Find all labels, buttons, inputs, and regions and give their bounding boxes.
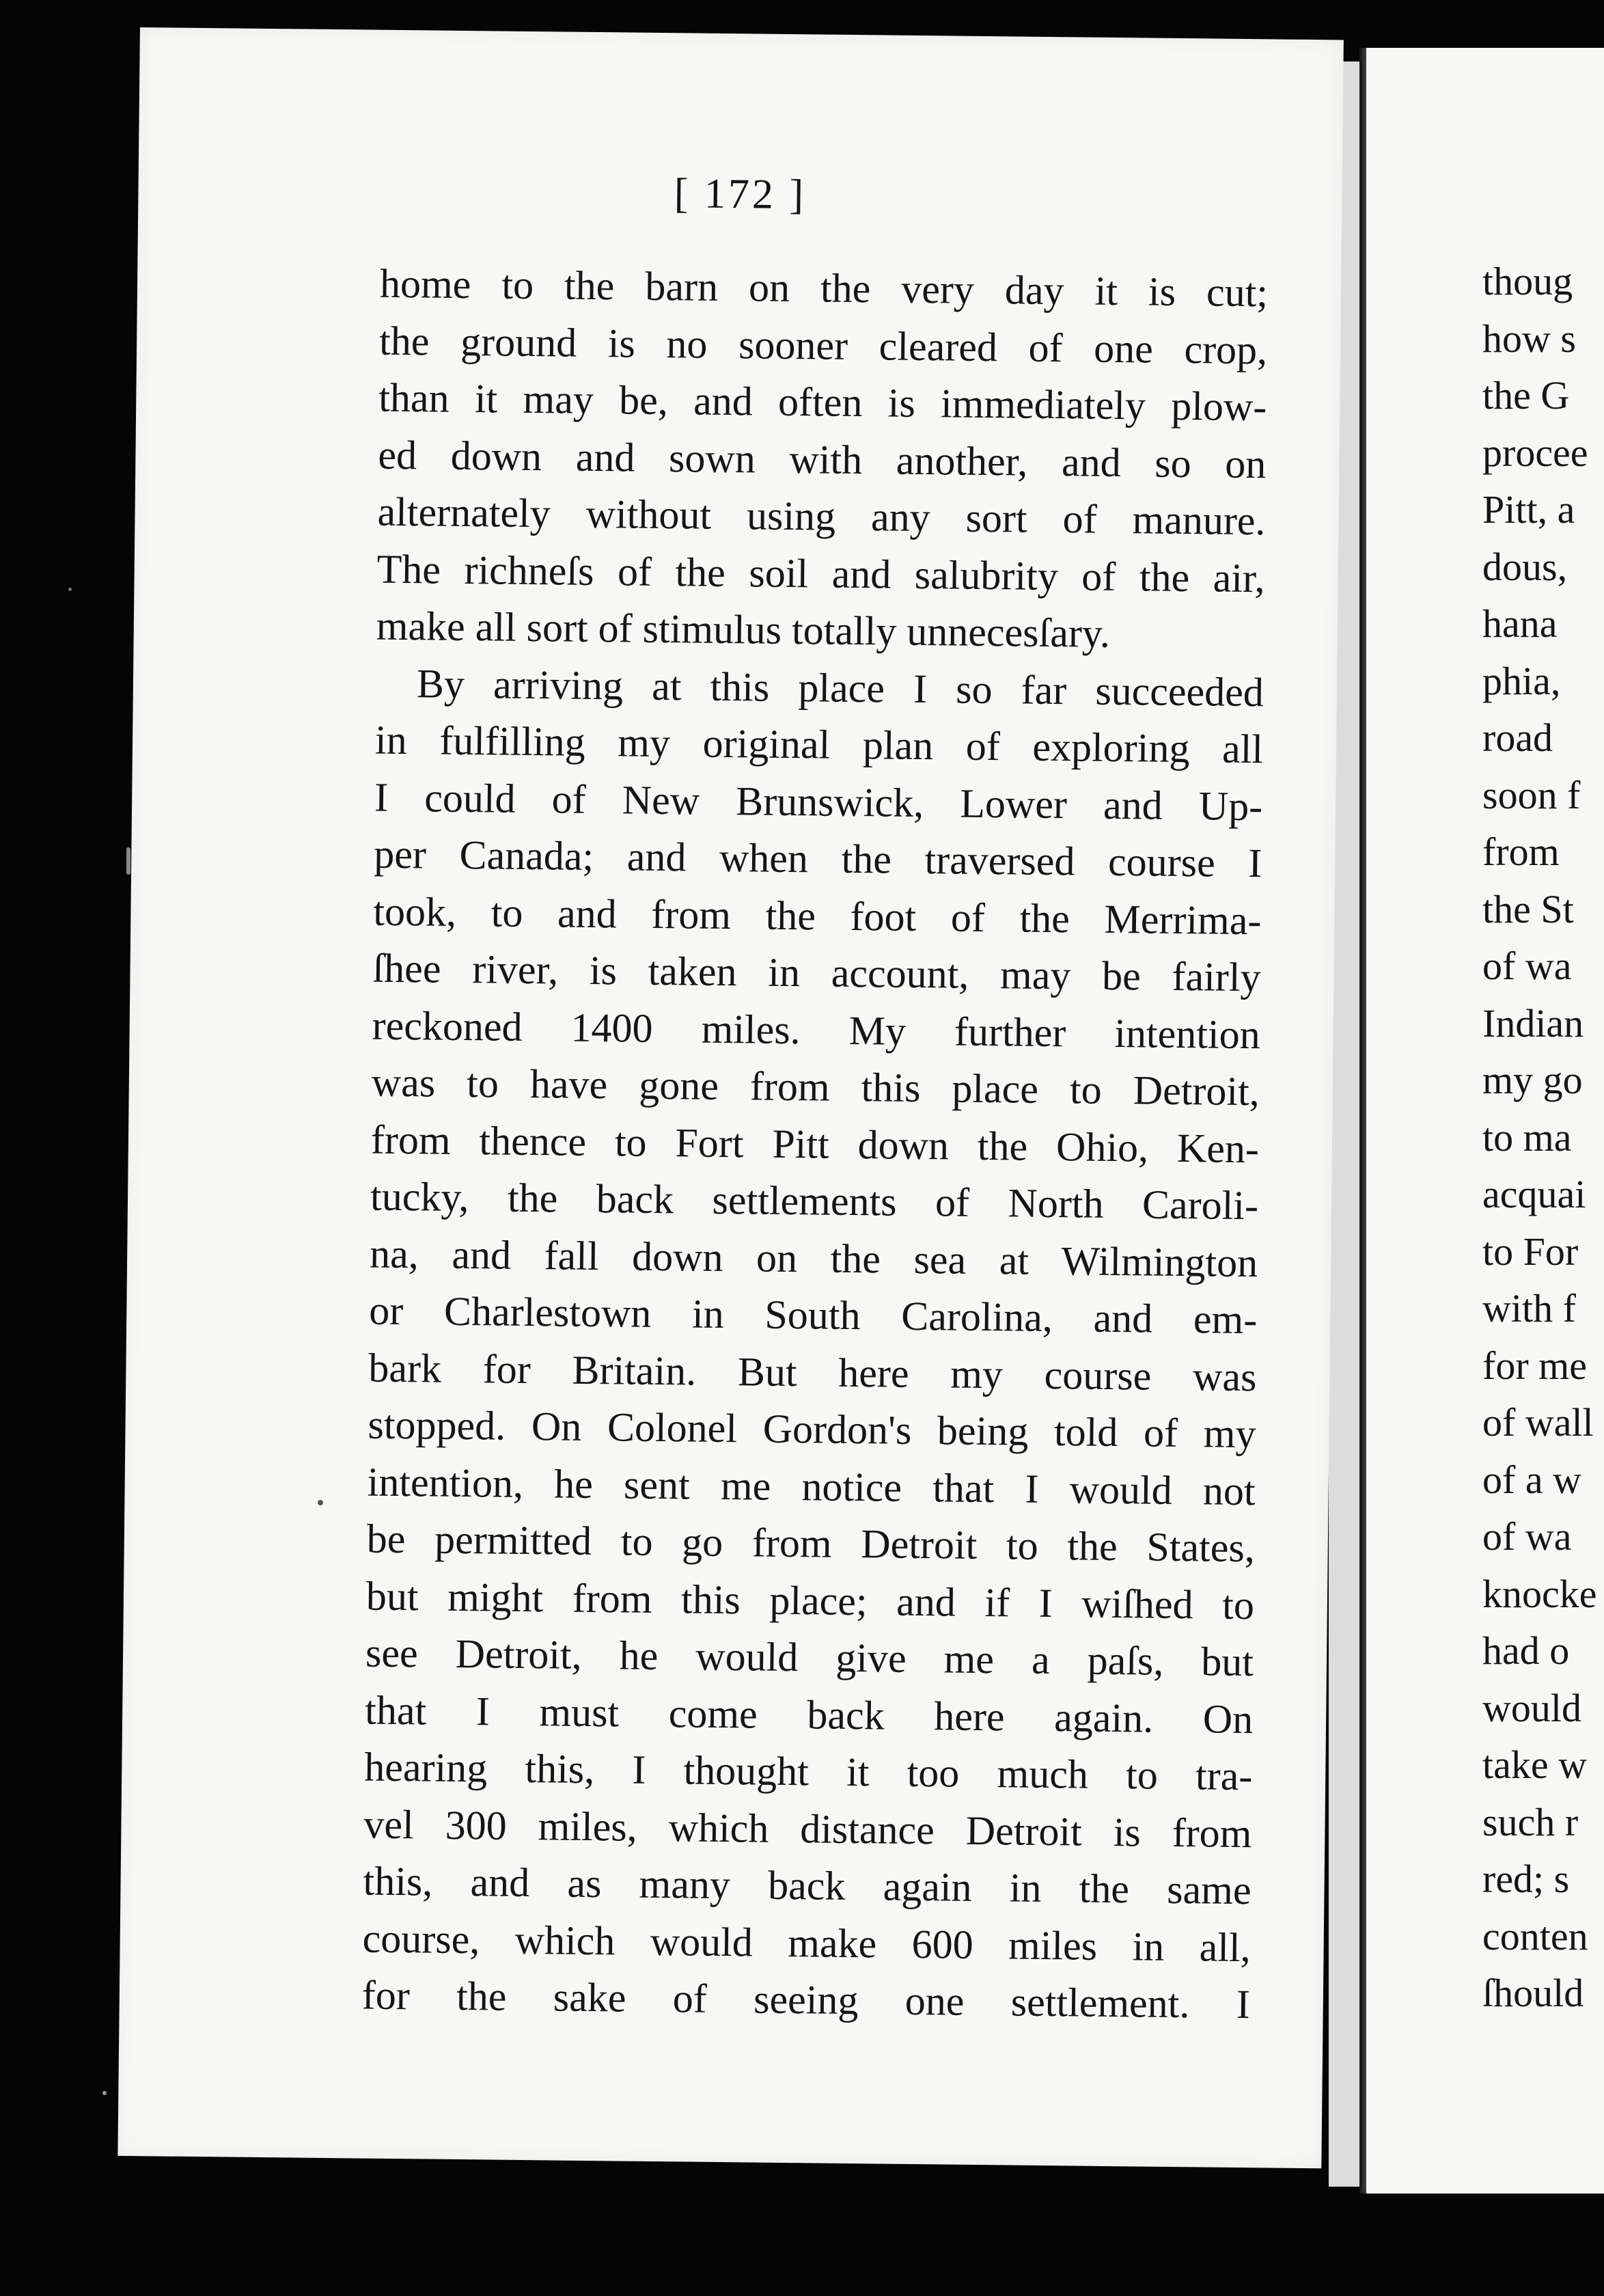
text-line: than it may be, and often is immediately plow- bbox=[378, 374, 1267, 430]
text-line: took, to and from the foot of the Merrima- bbox=[373, 888, 1262, 943]
text-line: ed down and sown with another, and so on bbox=[378, 432, 1267, 487]
text-line: na, and fall down on the sea at Wilmington bbox=[369, 1231, 1258, 1285]
text-line: how s bbox=[1482, 316, 1576, 361]
left-page bbox=[117, 27, 1344, 2168]
text-line: vel 300 miles, which distance Detroit is from bbox=[363, 1801, 1252, 1856]
text-line: ſhee river, is taken in account, may be fairly bbox=[372, 945, 1261, 1000]
text-line: of a w bbox=[1482, 1457, 1581, 1502]
text-line: home to the barn on the very day it is cut; bbox=[379, 260, 1269, 316]
text-line: tucky, the back settlements of North Caroli- bbox=[370, 1173, 1259, 1229]
text-line: see Detroit, he would give me a paſs, but bbox=[365, 1630, 1254, 1685]
text-line: bark for Britain. But here my course was bbox=[368, 1345, 1257, 1399]
text-line: course, which would make 600 miles in all, bbox=[362, 1915, 1252, 1970]
text-line: the G bbox=[1482, 373, 1570, 418]
text-line: hearing this, I thought it too much to tra- bbox=[364, 1744, 1253, 1799]
text-line: thoug bbox=[1482, 259, 1573, 303]
text-line: with f bbox=[1482, 1286, 1576, 1330]
text-line: of wa bbox=[1482, 1514, 1572, 1559]
text-line: per Canada; and when the traversed course I bbox=[374, 831, 1262, 886]
text-line: to ma bbox=[1482, 1115, 1572, 1160]
text-line: but might from this place; and if I wiſhed to bbox=[365, 1573, 1255, 1628]
text-line: soon f bbox=[1482, 772, 1581, 817]
text-line: to For bbox=[1482, 1229, 1579, 1274]
text-line: procee bbox=[1482, 430, 1588, 475]
text-line: make all sort of stimulus totally unnecesſary. bbox=[376, 603, 1111, 656]
text-line: road bbox=[1482, 715, 1553, 760]
scan-speck bbox=[126, 847, 130, 875]
text-line: this, and as many back again in the same bbox=[363, 1858, 1252, 1913]
text-line: By arriving at this place I so far succeeded bbox=[416, 660, 1264, 715]
text-line: Pitt, a bbox=[1482, 487, 1575, 532]
text-line: from bbox=[1482, 830, 1560, 874]
text-line: The richneſs of the soil and salubrity of the air, bbox=[376, 546, 1265, 601]
text-line: take w bbox=[1482, 1742, 1587, 1787]
left-page-text bbox=[361, 256, 1268, 2034]
text-line: the ground is no sooner cleared of one crop, bbox=[378, 318, 1268, 372]
text-line: knocke bbox=[1482, 1571, 1597, 1616]
text-line: for me bbox=[1482, 1343, 1587, 1388]
text-line: conten bbox=[1482, 1913, 1588, 1958]
text-line: intention, he sent me notice that I would not bbox=[367, 1459, 1256, 1514]
text-line: be permitted to go from Detroit to the States, bbox=[366, 1516, 1256, 1571]
text-line: reckoned 1400 miles. My further intention bbox=[372, 1002, 1261, 1057]
text-line: or Charlestown in South Carolina, and em- bbox=[369, 1287, 1258, 1343]
text-line: dous, bbox=[1482, 544, 1568, 589]
text-line: of wa bbox=[1482, 944, 1572, 988]
text-line: stopped. On Colonel Gordon's being told of my bbox=[368, 1402, 1256, 1457]
page-number: [ 172 ] bbox=[674, 170, 807, 219]
text-line: had o bbox=[1482, 1628, 1570, 1673]
text-line: was to have gone from this place to Detroit, bbox=[371, 1059, 1260, 1115]
text-line: my go bbox=[1482, 1058, 1583, 1102]
text-line: that I must come back here again. On bbox=[364, 1687, 1254, 1742]
text-line: for the sake of seeing one settlement. I bbox=[361, 1972, 1251, 2027]
scan-speck bbox=[102, 2091, 107, 2095]
text-line: red; s bbox=[1482, 1857, 1570, 1901]
text-line: such r bbox=[1482, 1799, 1579, 1844]
text-line: from thence to Fort Pitt down the Ohio, Ken- bbox=[370, 1117, 1260, 1171]
scan-speck bbox=[318, 1500, 323, 1505]
text-line: in fulfilling my original plan of exploring all bbox=[374, 717, 1264, 772]
text-line: the St bbox=[1482, 886, 1574, 931]
text-line: alternately without using any sort of manure. bbox=[377, 489, 1266, 544]
text-line: ſhould bbox=[1482, 1971, 1584, 2015]
text-line: Indian bbox=[1482, 1000, 1584, 1046]
text-line: phia, bbox=[1482, 658, 1561, 703]
right-page-text bbox=[1482, 253, 1604, 2022]
text-line: of wall bbox=[1482, 1400, 1594, 1445]
text-line: hana bbox=[1482, 601, 1558, 646]
right-page bbox=[1366, 48, 1604, 2194]
text-line: acquai bbox=[1482, 1172, 1586, 1216]
text-line: would bbox=[1482, 1685, 1581, 1730]
scan-speck bbox=[68, 588, 72, 591]
text-line: I could of New Brunswick, Lower and Up- bbox=[374, 774, 1263, 829]
